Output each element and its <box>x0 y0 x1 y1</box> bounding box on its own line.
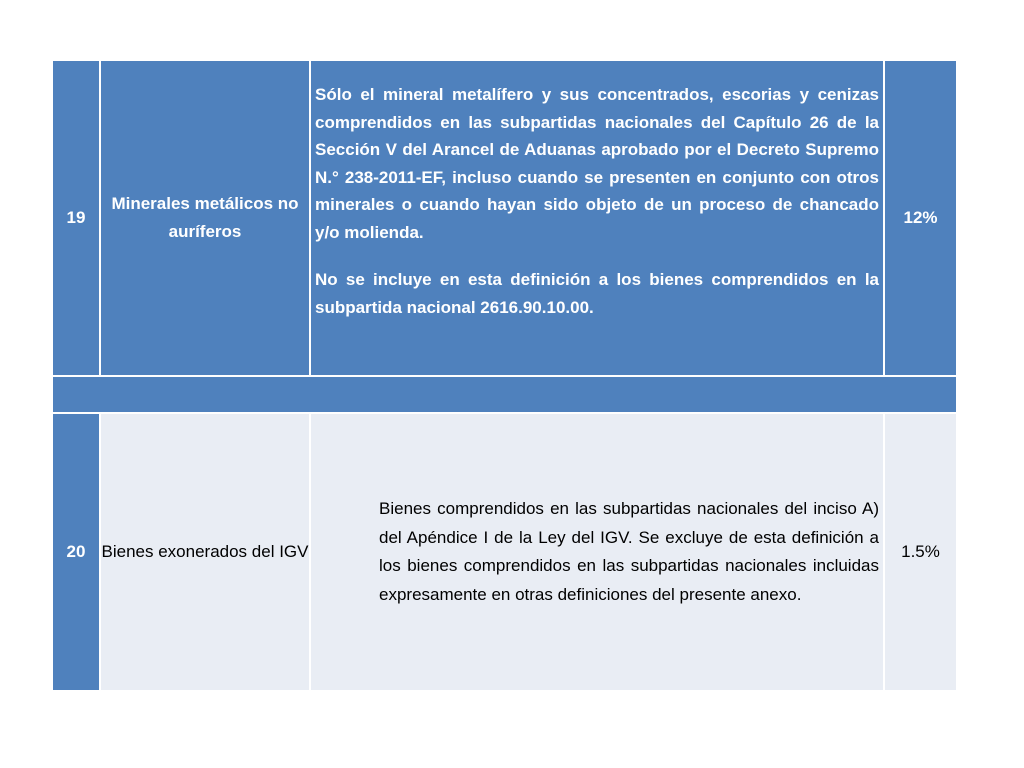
rate-cell <box>885 61 956 375</box>
row-number: 20 <box>66 542 86 561</box>
table-row-19 <box>53 61 956 375</box>
rate-cell <box>885 414 956 690</box>
rate-value: 12% <box>903 208 938 227</box>
category-label: Minerales metálicos no auríferos <box>111 194 299 241</box>
row-number: 19 <box>66 208 86 227</box>
table-row-20 <box>53 414 956 690</box>
table-separator-band <box>53 377 956 412</box>
row-number-cell <box>53 61 99 375</box>
description-paragraph: Bienes comprendidos en las subpartidas nacionales del inciso A) del Apéndice I de la Ley del IGV. Se excluye de esta definición a los bienes comprendidos en las subpartidas nacionales incluidas expresamente en otras definiciones del presente anexo. <box>379 499 879 604</box>
rate-value: 1.5% <box>901 542 940 561</box>
category-cell <box>101 61 309 375</box>
description-cell <box>311 61 883 375</box>
row-number-cell <box>53 414 99 690</box>
category-cell <box>101 414 309 690</box>
description-paragraph: No se incluye en esta definición a los bienes comprendidos en la subpartida nacional 2616.90.10.00. <box>315 270 879 317</box>
description-cell <box>311 414 883 690</box>
category-label: Bienes exonerados del IGV <box>101 542 309 561</box>
description-paragraph: Sólo el mineral metalífero y sus concentrados, escorias y cenizas comprendidos en las subpartidas nacionales del Capítulo 26 de la Sección V del Arancel de Aduanas aprobado por el Decreto Supremo N.° 238-2011-EF, incluso cuando se presenten en conjunto con otros minerales o cuando hayan sido objeto de un proceso de chancado y/o molienda. <box>315 85 879 242</box>
